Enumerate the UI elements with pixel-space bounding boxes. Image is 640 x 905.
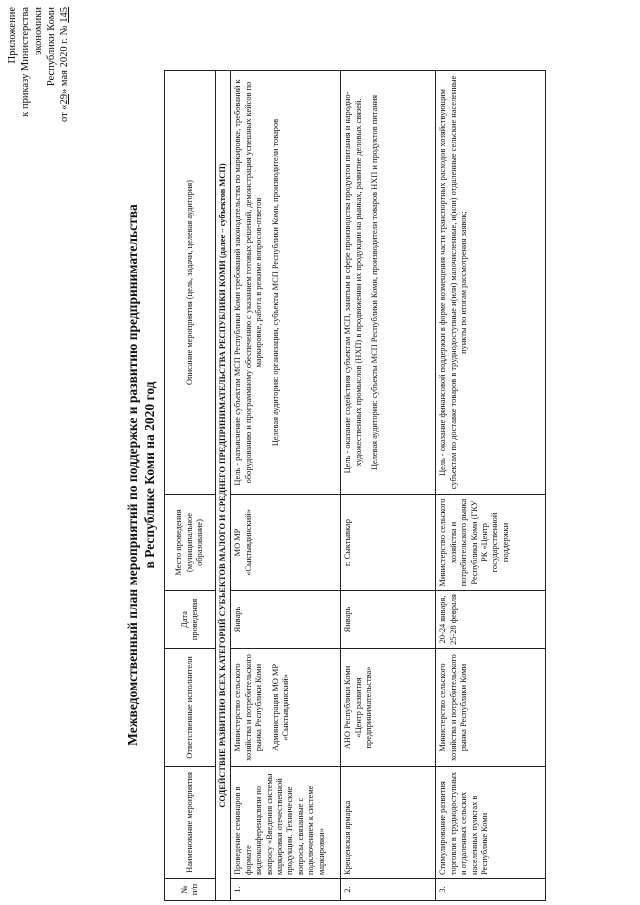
event-name: Стимулирование развития торговли в труднодоступных и отдаленных сельских населенных пунктах в Республике Коми	[436, 767, 546, 879]
event-responsible	[231, 649, 341, 767]
section-heading: СОДЕЙСТВИЕ РАЗВИТИЮ ВСЕХ КАТЕГОРИЙ СУБЪЕКТОВ МАЛОГО И СРЕДНЕГО ПРЕДПРИНИМАТЕЛЬСТВА РЕСПУБЛИКИ КОМИ (далее – субъектов МСП)	[216, 71, 231, 901]
responsible-primary: Министерство сельского хозяйства и потребительского рынка Республики Коми	[438, 654, 469, 761]
annex-day: 29	[59, 93, 70, 105]
responsible-primary: АНО Республики Коми «Центр развития предпринимательства»	[343, 665, 374, 750]
annex-date-middle: » мая 2020 г. №	[59, 25, 70, 94]
event-responsible	[341, 649, 436, 767]
header-name: Наименование мероприятия	[165, 767, 216, 879]
annex-line-2: к приказу Министерства экономики	[20, 7, 44, 117]
row-number: 1.	[231, 879, 341, 901]
event-name: Крещенская ярмарка	[341, 767, 436, 879]
title-line-1: Межведомственный план мероприятий по поддержке и развитию предпринимательства	[125, 204, 140, 746]
event-date: Январь	[231, 591, 341, 649]
header-place: Место проведения (муниципальное образование)	[165, 495, 216, 591]
annex-header	[6, 7, 71, 165]
annex-order-number: 145	[59, 7, 70, 23]
event-name: Проведение семинаров в формате видеоконференцсвязи по вопросу «Введения системы маркировки отечественной продукции. Технические вопросы, связанные с подключением к системе маркировки»	[231, 767, 341, 879]
responsible-primary: Министерство сельского хозяйства и потребительского рынка Республики Коми	[233, 654, 264, 761]
header-responsible: Ответственные исполнители	[165, 649, 216, 767]
description-goal: Цель - оказание содействия субъектам МСП, занятым в сфере производства продуктов питания и народно-художественных промыслов (НХП) в продвижении их продукции на рынках, развитие деловых связей.	[343, 91, 363, 474]
row-number: 3.	[436, 879, 546, 901]
event-description	[436, 71, 546, 495]
description-audience: Целевая аудитория: субъекты МСП Республики Коми, производители товаров НХП и продуктов питания	[370, 94, 380, 471]
event-responsible	[436, 649, 546, 767]
header-date: Дата проведения	[165, 591, 216, 649]
event-place: Министерство сельского хозяйства и потребительского рынка Республики Коми (ГКУ РК «Центр государственной поддержки	[436, 495, 546, 591]
header-num: № п/п	[165, 879, 216, 901]
table-row	[231, 71, 341, 901]
annex-date-line	[58, 7, 71, 165]
description-goal: Цель - разъяснение субъектам МСП Республики Коми требований законодательства по маркировке, требований к оборудованию и программному обеспечению с указанием готовых решений, демонстрация успешных кейсов по маркировке, работа в режиме вопросов-ответов	[233, 79, 264, 486]
document-title	[124, 55, 158, 895]
event-description	[231, 71, 341, 495]
title-line-2: в Республике Коми на 2020 год	[142, 381, 157, 569]
row-number: 2.	[341, 879, 436, 901]
event-description	[341, 71, 436, 495]
section-row	[216, 71, 231, 901]
table-row	[341, 71, 436, 901]
description-goal: Цель - оказание финансовой поддержки в форме возмещения части транспортных расходов хозяйствующим субъектам по доставке товаров в труднодоступные и(или) малочисленные, и(или) отдаленные сельские населенные пункты по итогам рассмотрения заявок;	[438, 75, 469, 490]
events-table	[164, 70, 546, 901]
description-audience: Целевая аудитория: организации, субъекты МСП Республики Коми, производители товаров	[270, 118, 280, 447]
table-row	[436, 71, 546, 901]
event-place: г. Сыктывкар	[341, 495, 436, 591]
annex-date-prefix: от «	[59, 104, 70, 123]
event-date: Январь	[341, 591, 436, 649]
annex-line-1: Приложение	[7, 7, 18, 64]
event-date: 20-24 января, 25-28 февраля	[436, 591, 546, 649]
header-description: Описание мероприятия (цель, задачи, целевая аудитория)	[165, 71, 216, 495]
table-header-row	[165, 71, 216, 901]
annex-line-3: Республики Коми	[46, 7, 57, 87]
responsible-secondary: Администрация МО МР «Сыктывдинский»	[270, 663, 291, 752]
event-place: МО МР «Сыктывдинский»	[231, 495, 341, 591]
